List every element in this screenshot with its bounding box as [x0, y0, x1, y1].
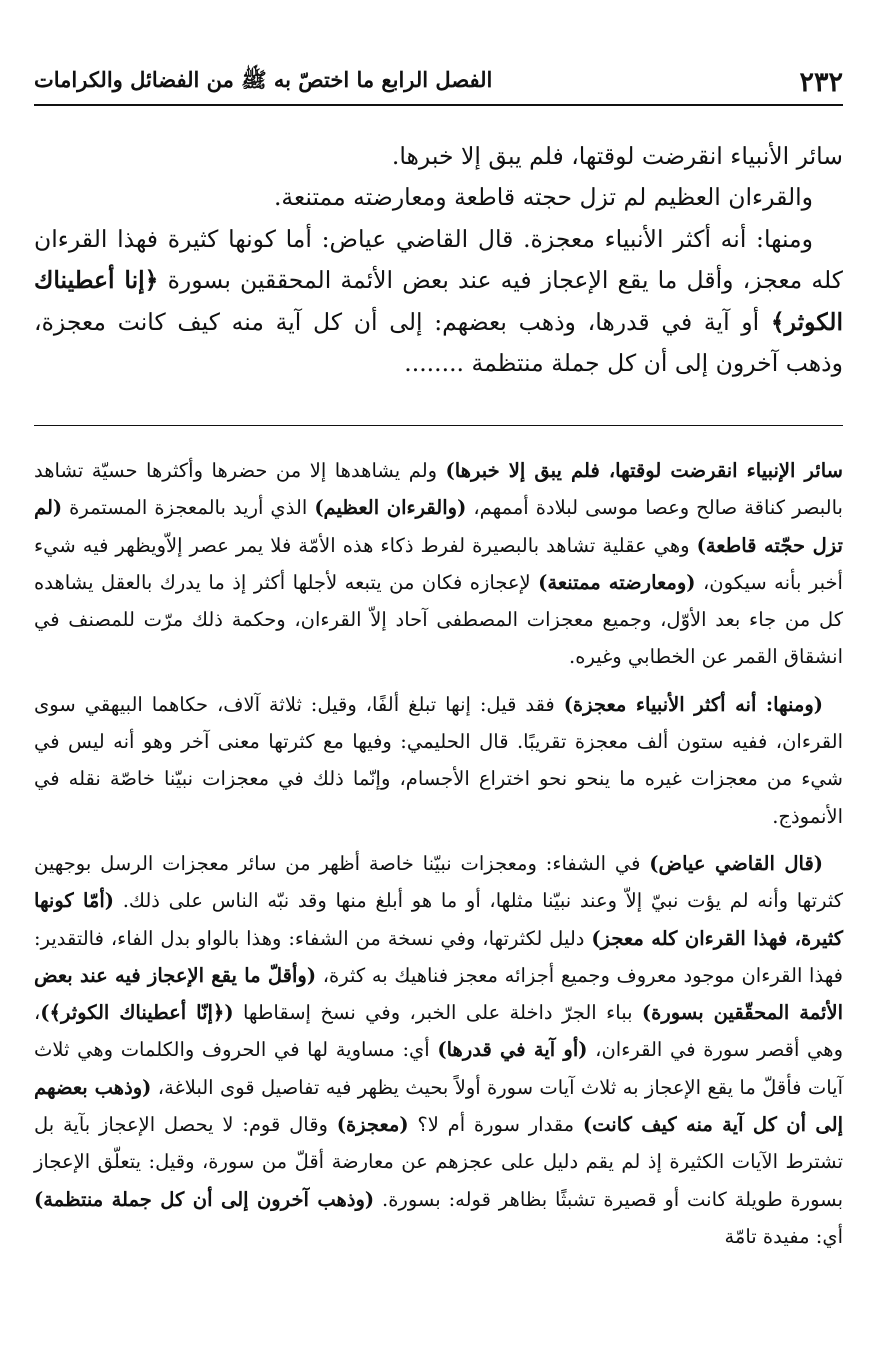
commentary	[34, 452, 843, 1265]
quoted-matn: (معجزة)	[336, 1113, 409, 1137]
page-header	[34, 62, 843, 106]
quran-quote: ﴿إنا أعطيناك الكوثر﴾	[34, 266, 843, 336]
matn-line-1: سائر الأنبياء انقرضت لوقتها، فلم يبق إلا خبرها.	[391, 142, 843, 170]
commentary-text: في الشفاء: ومعجزات نبيّنا خاصة أظهر من سائر معجزات الرسل بوجهين كثرتها وأنه لم يؤت نبيّ إلاّ وعند نبيّنا مثلها، أو ما هو أبلغ منها وقد نبّه الناس على ذلك.	[34, 851, 843, 913]
commentary-text: ، وهي أقصر سورة في القرءان،	[34, 1001, 843, 1062]
quoted-matn: (وذهب آخرون إلى أن كل جملة منتظمة)	[34, 1187, 375, 1211]
quoted-matn: (ومنها: أنه أكثر الأنبياء معجزة)	[563, 692, 823, 716]
quoted-matn: سائر الإنبياء انقرضت لوقتها، فلم يبق إلا خبرها)	[445, 459, 843, 482]
commentary-text: أي: مفيدة تامّة	[724, 1224, 843, 1248]
quoted-matn: (ومعارضته ممتنعة)	[538, 570, 696, 594]
continuation-dots: ........	[404, 349, 465, 378]
matn-text: أو آية في قدرها، وذهب بعضهم: إلى أن كل آية منه كيف كانت معجزة، وذهب آخرون إلى أن كل جملة منتظمة	[34, 307, 843, 378]
quoted-matn: (والقرءان العظيم)	[314, 496, 467, 520]
commentary-text: الذي أريد بالمعجزة المستمرة	[62, 496, 315, 520]
commentary-text: فقد قيل: إنها تبلغ ألفًا، وقيل: ثلاثة آلاف، حكاهما البيهقي سوى القرءان، ففيه ستون ألف معجزة تقريبًا. قال الحليمي: وفيها مع كثرتها معنى آخر وهو أنه ليس في شيء من معجزات غيره ما ينحو نحو اختراع الأجسام، وإنّما ذلك في معجزات نبيّنا خاصّة نقله في الأنموذج.	[34, 692, 843, 828]
page-number: ٢٣٢	[799, 67, 843, 98]
matn-text: ومنها: أنه أكثر الأنبياء معجزة. قال القاضي عياض: أما كونها كثيرة فهذا القرءان كله معجز، وأقل ما يقع الإعجاز فيه عند بعض الأئمة المحققين بسورة	[34, 224, 843, 295]
divider-line	[34, 425, 843, 426]
commentary-text: مقدار سورة أم لا؟	[408, 1113, 583, 1137]
running-title: الفصل الرابع ما اختصّ به ﷺ من الفضائل والكرامات	[34, 67, 493, 92]
quoted-matn: (أمّا كونها كثيرة، فهذا القرءان كله معجز)	[34, 889, 844, 950]
quoted-matn: (قال القاضي عياض)	[649, 851, 823, 875]
quoted-matn: (﴿إنّا أعطيناك الكوثر﴾)	[40, 1001, 234, 1025]
quoted-matn: (أو آية في قدرها)	[437, 1038, 588, 1062]
matn-line-2: والقرءان العظيم لم تزل حجته قاطعة ومعارضته ممتنعة.	[273, 183, 813, 212]
commentary-paragraph	[34, 845, 843, 1255]
quoted-matn: (لم تزل حجّته قاطعة)	[34, 496, 843, 557]
commentary-text: دليل لكثرتها، وفي نسخة من الشفاء: وهذا بالواو بدل الفاء، فالتقدير: فهذا القرءان موجود معروف وجميع أجزائه معجز فناهيك به كثرة،	[34, 926, 843, 987]
commentary-text: لإعجازه فكان من يتبعه لأجلها أكثر إذ ما يدرك بالعقل يشاهده كل من جاء بعد الأوّل، وجميع معجزات المصطفى آحاد إلاّ القرءان، وحكمة ذلك مرّت للمصنف في انشقاق القمر عن الخطابي وغيره.	[34, 570, 843, 669]
matn-paragraph-3	[34, 219, 843, 385]
commentary-text: بباء الجرّ داخلة على الخبر، وفي نسخ إسقاطها	[233, 1001, 642, 1025]
main-text	[34, 136, 843, 384]
commentary-text: وقال قوم: لا يحصل الإعجاز بآية بل تشترط الآيات الكثيرة إذ لم يقم دليل على عجزهم عن معارضة أقلّ من سورة، وقيل: يتعلّق الإعجاز بسورة طويلة كانت أو قصيرة تشبثًا بظاهر قوله: بسورة.	[34, 1113, 843, 1211]
commentary-text: أي: مساوية لها في الحروف والكلمات وهي ثلاث آيات فأقلّ ما يقع الإعجاز به ثلاث آيات سورة أولاً بحيث يظهر فيه تفاصيل قوى البلاغة،	[34, 1038, 843, 1099]
quoted-matn: (وذهب بعضهم إلى أن كل آية منه كيف كانت)	[34, 1075, 843, 1137]
commentary-paragraph	[34, 686, 843, 835]
commentary-paragraph	[34, 452, 843, 676]
commentary-text: ولم يشاهدها إلا من حضرها وأكثرها حسيّة تشاهد بالبصر كناقة صالح وعصا موسى لبلادة أممهم،	[34, 459, 843, 520]
commentary-text: وهي عقلية تشاهد بالبصيرة لفرط ذكاء هذه الأمّة فلا يمر عصر إلاّويظهر فيه شيء أخبر بأنه سيكون،	[34, 533, 843, 594]
quoted-matn: (وأقلّ ما يقع الإعجاز فيه عند بعض الأئمة المحقّقين بسورة)	[34, 963, 844, 1025]
